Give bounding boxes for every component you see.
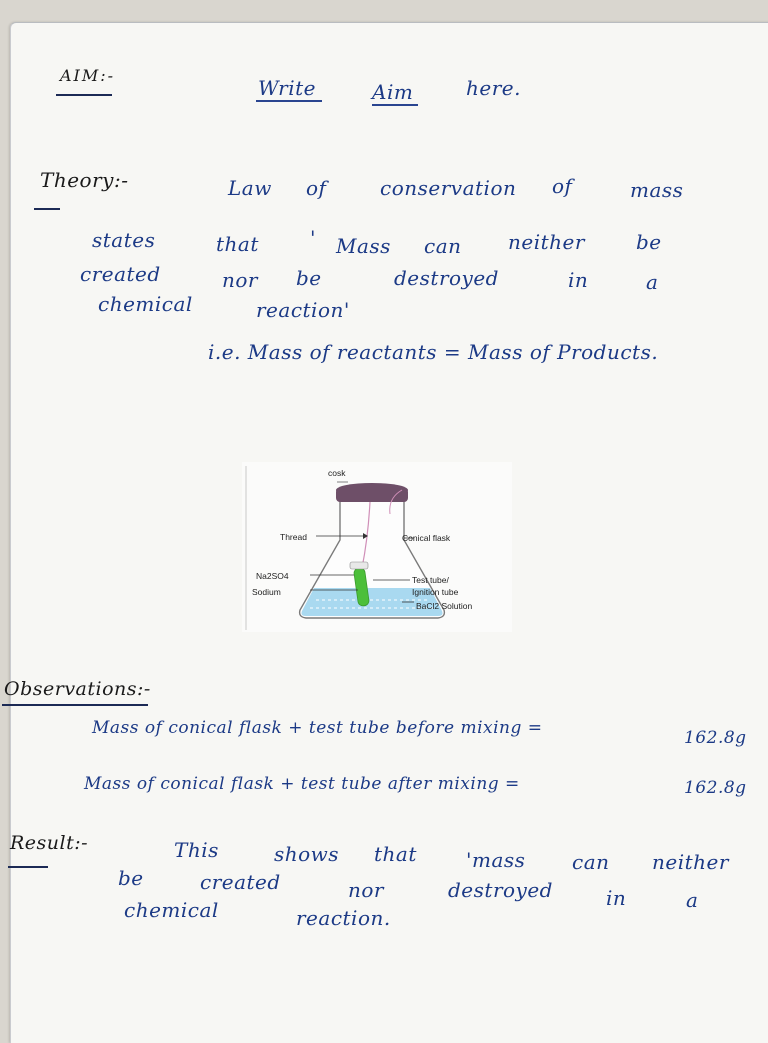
theory-l1-w4: of: [552, 174, 573, 198]
aim-word-3: here.: [466, 76, 521, 100]
label-na2so4: Na2SO4: [256, 571, 289, 581]
result-l2-w1: be: [118, 866, 144, 890]
result-l1-w4: 'mass: [466, 848, 526, 872]
observation-row2-label: Mass of conical flask + test tube after mixing =: [84, 774, 520, 794]
theory-l5: i.e. Mass of reactants = Mass of Products.: [208, 340, 659, 364]
label-test-tube: Test tube/: [412, 575, 449, 585]
theory-l3-w2: nor: [222, 268, 258, 292]
theory-l2-w7: be: [636, 230, 662, 254]
theory-l2-w4: Mass: [336, 234, 391, 258]
result-l2-w4: destroyed: [448, 878, 553, 902]
theory-l2-w3: ': [310, 226, 316, 250]
theory-l1-w5: mass: [630, 178, 684, 202]
aim-heading: AIM:-: [60, 66, 116, 85]
theory-l4-w1: chemical: [98, 292, 193, 316]
label-cork: cosk: [328, 468, 346, 478]
observations-heading-underline: [2, 704, 148, 706]
result-l1-w2: shows: [274, 842, 340, 866]
result-heading-underline: [8, 866, 48, 868]
theory-l2-w5: can: [424, 234, 462, 258]
theory-l2-w1: states: [92, 228, 156, 252]
result-l2-w2: created: [200, 870, 281, 894]
theory-l4-w2: reaction': [256, 298, 350, 322]
theory-l3-w1: created: [80, 262, 161, 286]
label-ignition-tube: Ignition tube: [412, 587, 459, 597]
result-l2-w5: in: [606, 886, 627, 910]
result-heading: Result:-: [10, 832, 89, 854]
theory-l1-w3: conservation: [380, 176, 517, 200]
result-l1-w5: can: [572, 850, 610, 874]
theory-l3-w5: in: [568, 268, 589, 292]
label-thread: Thread: [280, 532, 307, 542]
theory-l3-w3: be: [296, 266, 322, 290]
result-l3-w1: chemical: [124, 898, 219, 922]
result-l1-w3: that: [374, 842, 417, 866]
label-bacl2: BaCl2 Solution: [416, 601, 473, 611]
theory-l3-w6: a: [646, 270, 659, 294]
theory-heading: Theory:-: [40, 168, 129, 192]
aim-heading-underline: [56, 94, 112, 96]
label-sodium: Sodium: [252, 587, 281, 597]
result-l2-w6: a: [686, 888, 699, 912]
theory-l1-w1: Law: [228, 176, 272, 200]
observation-row2-value: 162.8g: [684, 778, 747, 798]
observation-row1-label: Mass of conical flask + test tube before mixing =: [92, 718, 543, 738]
observation-row1-value: 162.8g: [684, 728, 747, 748]
result-l1-w6: neither: [652, 850, 729, 874]
aim-word-2: Aim: [372, 80, 414, 104]
observations-heading: Observations:-: [4, 678, 151, 700]
cork: [336, 488, 408, 502]
aim-word-1: Write: [258, 76, 316, 100]
theory-heading-underline: [34, 208, 60, 210]
label-conical-flask: Conical flask: [402, 533, 451, 543]
aim-underline-1: [256, 100, 322, 102]
result-l1-w1: This: [174, 838, 219, 862]
theory-l3-w4: destroyed: [394, 266, 499, 290]
theory-l2-w6: neither: [508, 230, 585, 254]
experiment-figure: [242, 462, 512, 632]
theory-l1-w2: of: [306, 176, 327, 200]
aim-underline-2: [372, 104, 418, 106]
result-l2-w3: nor: [348, 878, 384, 902]
result-l3-w2: reaction.: [296, 906, 391, 930]
theory-l2-w2: that: [216, 232, 259, 256]
